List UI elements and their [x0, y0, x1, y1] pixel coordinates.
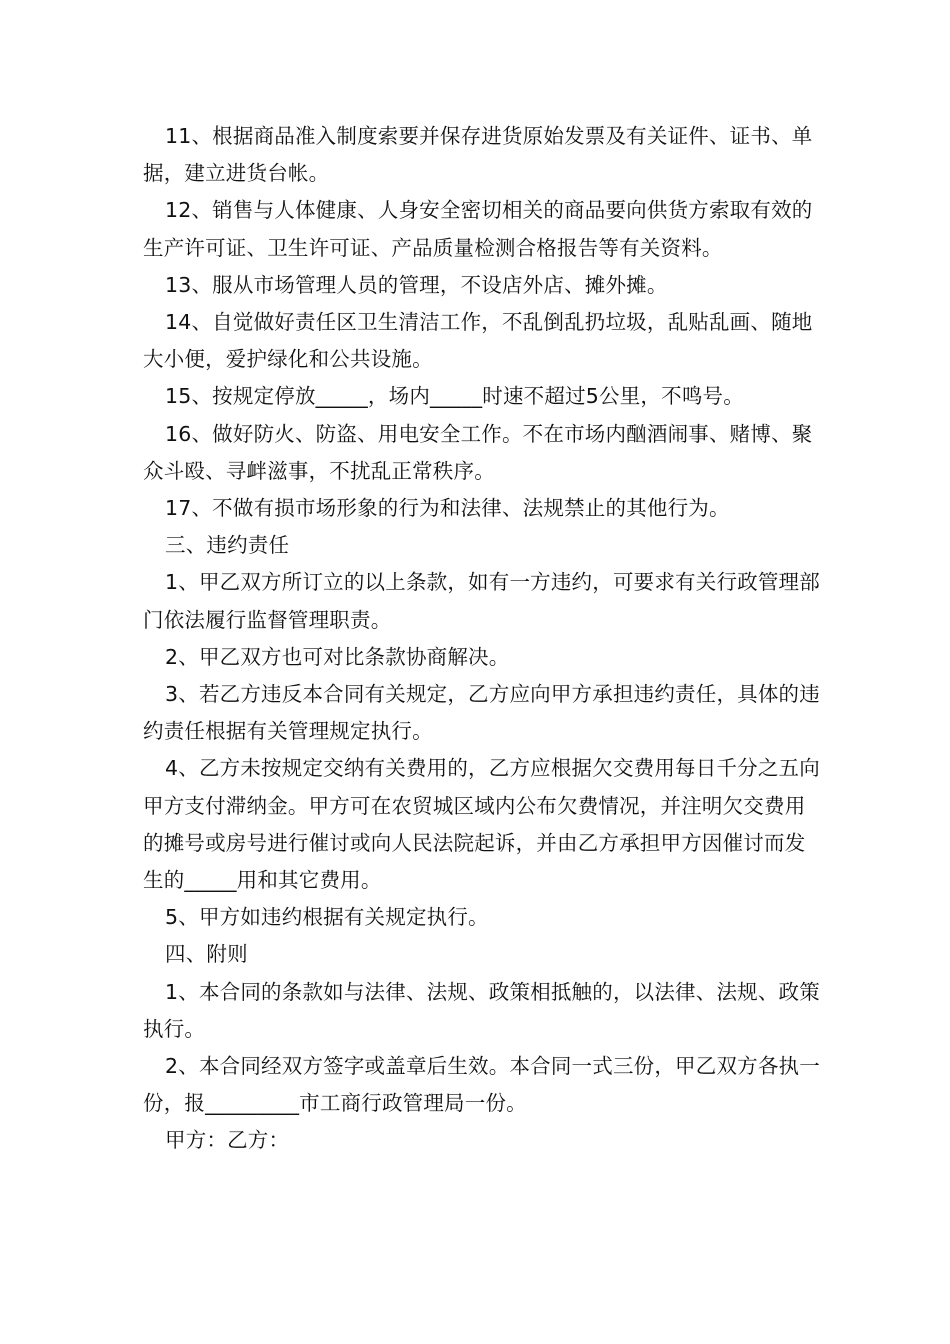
clause-16: 16、做好防火、防盗、用电安全工作。不在市场内酗酒闹事、赌博、聚众斗殴、寻衅滋事，不扰乱正常秩序。: [143, 421, 813, 483]
section-heading-supplementary: 四、附则: [165, 942, 248, 967]
clause-14: 14、自觉做好责任区卫生清洁工作，不乱倒乱扔垃圾，乱贴乱画、随地大小便，爱护绿化和公共设施。: [143, 310, 813, 372]
clause-15: 15、按规定停放_____，场内_____时速不超过5公里，不鸣号。: [165, 384, 744, 409]
breach-clause-1: 1、甲乙双方所订立的以上条款，如有一方违约，可要求有关行政管理部门依法履行监督管理职责。: [143, 570, 820, 632]
breach-clause-3: 3、若乙方违反本合同有关规定，乙方应向甲方承担违约责任，具体的违约责任根据有关管理规定执行。: [143, 682, 820, 744]
supplementary-clause-1: 1、本合同的条款如与法律、法规、政策相抵触的，以法律、法规、政策执行。: [143, 979, 820, 1041]
supplementary-clause-2: 2、本合同经双方签字或盖章后生效。本合同一式三份，甲乙双方各执一份，报_________市工商行政管理局一份。: [143, 1054, 820, 1116]
document-body: [143, 118, 823, 1160]
breach-clause-5: 5、甲方如违约根据有关规定执行。: [165, 905, 489, 930]
section-heading-breach: 三、违约责任: [165, 533, 290, 558]
clause-17: 17、不做有损市场形象的行为和法律、法规禁止的其他行为。: [165, 496, 730, 521]
clause-13: 13、服从市场管理人员的管理，不设店外店、摊外摊。: [165, 272, 668, 297]
clause-12: 12、销售与人体健康、人身安全密切相关的商品要向供货方索取有效的生产许可证、卫生许可证、产品质量检测合格报告等有关资料。: [143, 198, 813, 260]
signature-line: 甲方：乙方：: [165, 1128, 290, 1153]
breach-clause-4: 4、乙方未按规定交纳有关费用的，乙方应根据欠交费用每日千分之五向甲方支付滞纳金。甲方可在农贸城区域内公布欠费情况，并注明欠交费用的摊号或房号进行催讨或向人民法院起诉，并由乙方承担甲方因催讨而发生的_____用和其它费用。: [143, 756, 820, 893]
clause-11: 11、根据商品准入制度索要并保存进货原始发票及有关证件、证书、单据，建立进货台帐。: [143, 124, 813, 186]
breach-clause-2: 2、甲乙双方也可对比条款协商解决。: [165, 644, 510, 669]
